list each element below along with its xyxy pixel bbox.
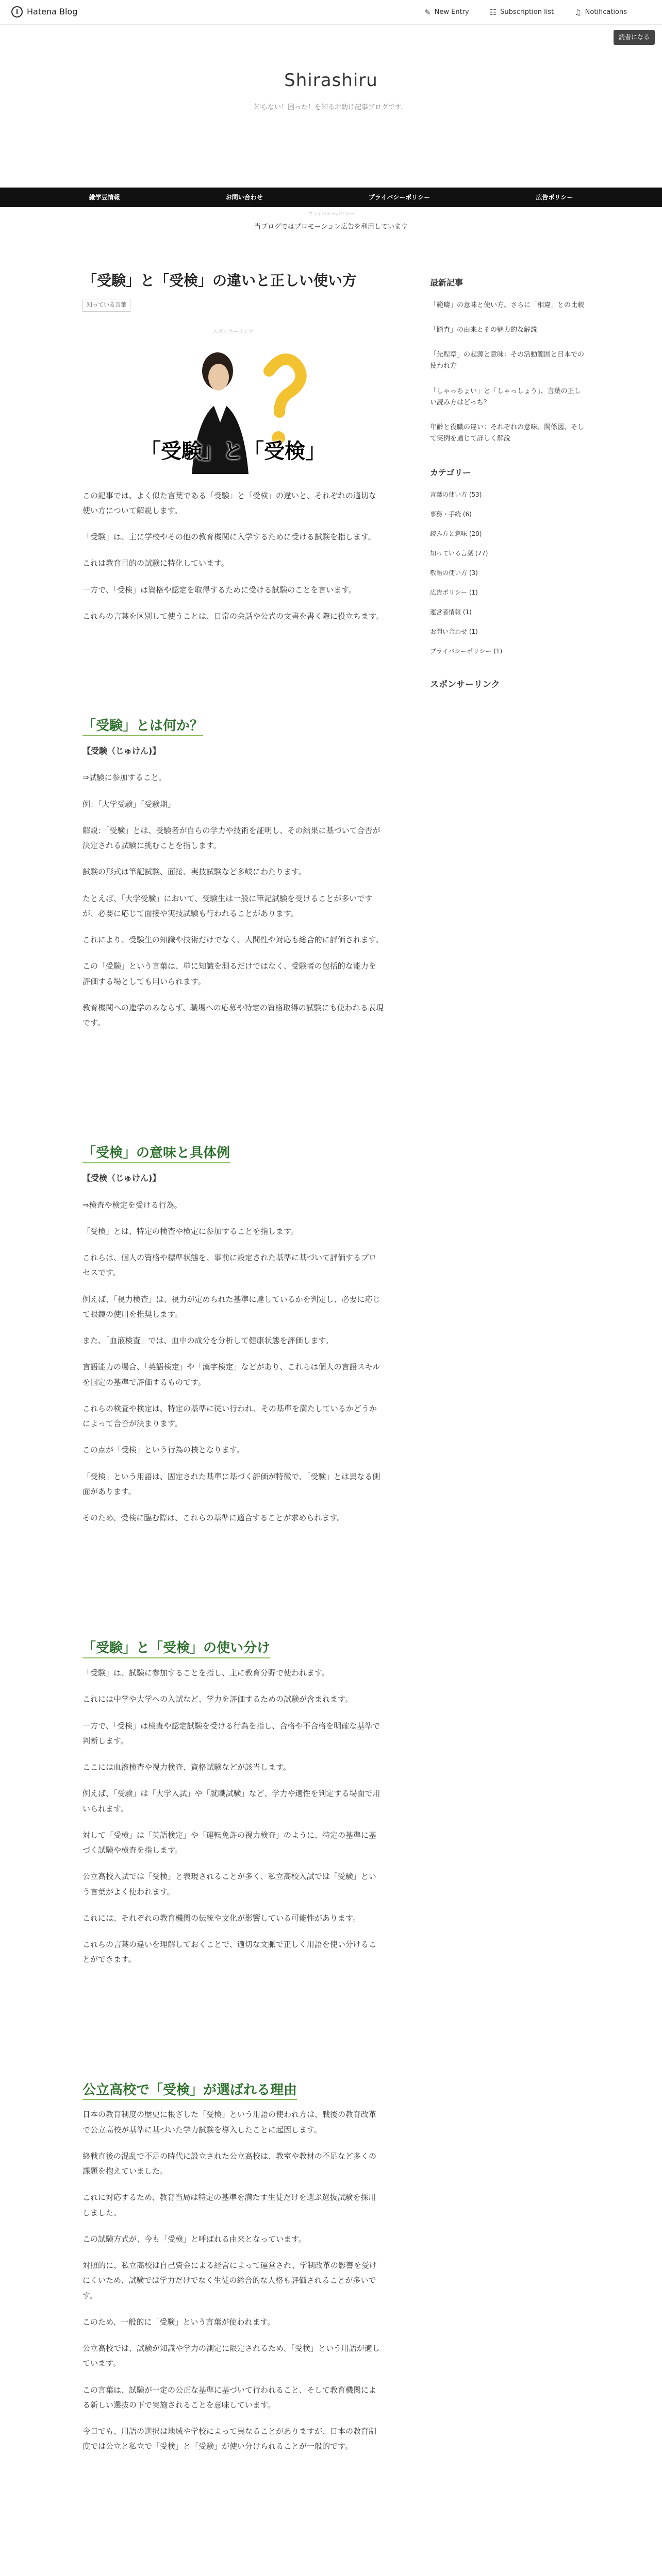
blog-description: 知らない！困った！を知るお助け記事ブログです。 [254, 103, 408, 111]
section-paragraph: また、「血液検査」では、血中の成分を分析して健康状態を評価します。 [82, 1336, 334, 1346]
recent-heading: 最新記事 [430, 277, 464, 287]
blog-title[interactable]: Shirashiru [284, 70, 378, 91]
pencil-icon: ✎ [424, 7, 431, 17]
nav-item-trivia[interactable]: 雑学豆情報 [89, 193, 120, 201]
section-paragraph: 今日でも、用語の選択は地域や学校によって異なることがありますが、日本の教育制度では公立と私立で「受検」と「受験」が使い分けられることが一般的です。 [82, 2427, 377, 2451]
section-heading: 公立高校で「受検」が選ばれる理由 [82, 2082, 297, 2100]
intro-paragraph: この記事では、よく似た言葉である「受験」と「受検」の違いと、それぞれの適切な使い方について解説します。 [82, 490, 377, 515]
list-icon: ☷ [489, 7, 497, 17]
section-paragraph: ⇒検査や検定を受ける行為。 [82, 1200, 182, 1210]
recent-entry-link[interactable] [430, 422, 585, 445]
global-nav [0, 188, 662, 207]
entry-title[interactable]: 「受験」と「受検」の違いと正しい使い方 [82, 272, 357, 289]
section-heading: 「受験」とは何か？ [82, 718, 203, 736]
section-paragraph: たとえば、「大学受験」において、受験生は一般に筆記試験を受けることが多いですが、必要に応じて面接や実技試験も行われることがあります。 [82, 893, 373, 918]
category-link[interactable]: お問い合わせ (1) [430, 628, 478, 636]
section-paragraph: これには、それぞれの教育機関の伝統や文化が影響している可能性があります。 [82, 1913, 360, 1923]
subscription-label: Subscription list [500, 8, 554, 16]
hatena-logo-text: Hatena Blog [27, 7, 78, 17]
category-link[interactable]: プライバシーポリシー (1) [430, 648, 503, 655]
new-entry-link[interactable] [424, 5, 469, 20]
section-paragraph: ここには血液検査や視力検査、資格試験などが該当します。 [82, 1762, 291, 1772]
recent-entry-link[interactable]: 「先程章」の起源と意味：その活動範囲と日本での使われ方 [430, 351, 585, 370]
section-paragraph: これらは、個人の資格や標準状態を、事前に設定された基準に基づいて評価するプロセスです。 [82, 1253, 377, 1278]
section-paragraph: 日本の教育制度の歴史に根ざした「受検」という用語の使われ方は、戦後の教育改革で公立高校が基準に基づいた学力試験を導入したことに起因します。 [82, 2110, 377, 2134]
sponsor-heading: スポンサーリンク [430, 680, 500, 690]
recent-entry-text: を通じて詳しく解説 [450, 434, 511, 443]
notifications-link[interactable] [574, 5, 627, 20]
section-paragraph: これにより、受験生の知識や技術だけでなく、人間性や対応も総合的に評価されます。 [82, 935, 384, 945]
top-bar [0, 0, 662, 25]
section-paragraph: この言葉は、試験が一定の公正な基準に基づいて行われること、そして教育機関による新しい選抜の下で実施されることを意味しています。 [82, 2385, 377, 2410]
recent-entry-link[interactable]: 「しゃっちょい」と「しゃっしょう」、言葉の正しい読み方はどっち？ [430, 387, 581, 406]
category-link[interactable]: 言葉の使い方 (53) [430, 491, 482, 499]
section-heading: 「受検」の意味と具体例 [82, 1145, 230, 1163]
recent-list [430, 300, 585, 445]
section-paragraph: 「受検」という用語は、固定された基準に基づく評価が特徴で、「受験」とは異なる側面があります。 [82, 1471, 380, 1496]
section-paragraph: これらの言葉の違いを理解しておくことで、適切な文脈で正しく用語を使い分けることができます。 [82, 1940, 376, 1964]
section-paragraph: 解説：「受験」とは、受験者が自らの学力や技術を証明し、その結果に基づいて合否が決定される試験に挑むことを指します。 [82, 825, 380, 851]
pr-note: 当ブログではプロモーション広告を利用しています [254, 223, 408, 231]
new-entry-label: New Entry [434, 8, 469, 16]
intro-paragraph: 「受験」は、主に学校やその他の教育機関に入学するために受ける試験を指します。 [82, 532, 376, 542]
section-paragraph: 例：「大学受験」「受験期」 [82, 799, 176, 809]
category-link[interactable]: 敬語の使い方 (3) [430, 569, 478, 577]
nav-item-contact[interactable]: お問い合わせ [225, 193, 263, 201]
section-paragraph: 「受検」とは、特定の検査や検定に参加することを指します。 [82, 1226, 299, 1236]
intro-paragraph: 一方で、「受検」は資格や認定を取得するために受ける試験のことを言います。 [82, 585, 357, 595]
ad-label: スポンサーリンク [212, 329, 254, 335]
hatena-logo-icon: i [11, 6, 23, 18]
category-tag[interactable]: 知っている言葉 [82, 299, 130, 312]
section-paragraph: 教育機関への進学のみならず、職場への応募や特定の資格取得の試験にも使われる表現です。 [82, 1003, 384, 1028]
section-subheading: 【受検（じゅけん)】 [82, 1173, 161, 1183]
section-paragraph: これらの検査や検定は、特定の基準に従い行われ、その基準を満たしているかどうかによって合否が決まります。 [82, 1403, 377, 1429]
intro-paragraph: これらの言葉を区別して使うことは、日常の会話や公式の文書を書く際に役立ちます。 [82, 611, 384, 621]
section-paragraph: このため、一般的に「受験」という言葉が使われます。 [82, 2317, 275, 2327]
category-list [430, 490, 585, 656]
notifications-label: Notifications [585, 8, 627, 16]
category-link[interactable]: 運営者情報 (1) [430, 608, 472, 616]
section-paragraph: 一方で、「受検」は検査や認定試験を受ける行為を指し、合格や不合格を明確な基準で判断します。 [82, 1721, 380, 1745]
section-paragraph: 例えば、「視力検査」は、視力が定められた基準に達しているかを判定し、必要に応じて眼鏡の使用を推奨します。 [82, 1294, 380, 1319]
section-paragraph: この「受験」という言葉は、単に知識を測るだけではなく、受験者の包括的な能力を評価する場としても用いられます。 [82, 961, 376, 986]
subscribe-button[interactable]: 読者になる [614, 30, 655, 45]
recent-entry-link[interactable]: 「踏査」の由来とその魅力的な解説 [430, 326, 538, 334]
nav-item-ad-policy[interactable]: 広告ポリシー [536, 193, 573, 201]
section-paragraph: 終戦直後の混乱で不足の時代に設立された公立高校は、教室や教材の不足など多くの課題を抱えていました。 [82, 2151, 377, 2176]
subscription-link[interactable] [490, 5, 554, 20]
article [82, 234, 384, 2466]
blog-header [0, 25, 662, 188]
category-link[interactable]: 読み方と意味 (20) [430, 530, 482, 538]
section-paragraph: 公立高校では、試験が知識や学力の測定に限定されるため、「受検」という用語が適しています。 [82, 2344, 380, 2368]
section-paragraph: この点が「受検」という行為の核となります。 [82, 1445, 244, 1455]
section-paragraph: これに対応するため、教育当局は特定の基準を満たす生徒だけを選ぶ選抜試験を採用しました。 [82, 2193, 376, 2217]
category-link[interactable]: 知っている言葉 (77) [430, 550, 488, 557]
section-paragraph: 公立高校入試では「受検」と表現されることが多く、私立高校入試では「受験」という言葉がよく使われます。 [82, 1872, 376, 1896]
top-nav [424, 0, 627, 25]
category-heading: カテゴリー [430, 467, 471, 478]
section-subheading: 【受験（じゅけん)】 [82, 745, 161, 756]
section-paragraph: ⇒試験に参加すること。 [82, 773, 167, 783]
intro-paragraph: これは教育目的の試験に特化しています。 [82, 558, 229, 568]
section-paragraph: 例えば、「受験」は「大学入試」や「就職試験」など、学力や適性を判定する場面で用いられます。 [82, 1789, 380, 1814]
category-link[interactable]: 広告ポリシー (1) [430, 589, 478, 597]
hero-caption: 「受験」と「受検」 [140, 439, 326, 463]
section-paragraph: これには中学や大学への入試など、学力を評価するための試験が含まれます。 [82, 1694, 353, 1704]
hero-image [140, 340, 326, 474]
hatena-logo[interactable] [11, 4, 77, 20]
recent-entry-text: 年齢と役職の違い：それぞれの意味、関係図、そして実例 [430, 423, 585, 443]
section-paragraph: 対照的に、私立高校は自己資金による経営によって運営され、学制改革の影響を受けにくいため、試験では学力だけでなく生徒の総合的な人格も評価されることが多いです。 [82, 2261, 377, 2300]
section-heading: 「受験」と「受検」の使い分け [82, 1640, 270, 1658]
pr-small: プライバシーポリシー [308, 212, 354, 217]
bell-icon: ♫ [574, 7, 582, 17]
section-paragraph: 言語能力の場合、「英語検定」や「漢字検定」などがあり、これらは個人の言語スキルを国定の基準で評価するものです。 [82, 1362, 380, 1387]
section-paragraph: 「受験」は、試験に参加することを指し、主に教育分野で使われます。 [82, 1668, 329, 1678]
section-paragraph: この試験方式が、今も「受検」と呼ばれる由来となっています。 [82, 2234, 306, 2244]
category-link[interactable]: 事務・手続 (6) [430, 511, 472, 518]
section-paragraph: 対して「受検」は「英語検定」や「運転免許の視力検査」のように、特定の基準に基づく試験や検査を指します。 [82, 1830, 377, 1855]
nav-item-privacy[interactable]: プライバシーポリシー [368, 193, 431, 201]
sidebar [430, 234, 585, 2466]
recent-entry-link[interactable]: 「範疇」の意味と使い方、さらに「相違」との比較 [430, 301, 585, 310]
section-paragraph: そのため、受検に臨む際は、これらの基準に適合することが求められます。 [82, 1513, 345, 1523]
section-paragraph: 試験の形式は筆記試験、面接、実技試験など多岐にわたります。 [82, 867, 306, 877]
